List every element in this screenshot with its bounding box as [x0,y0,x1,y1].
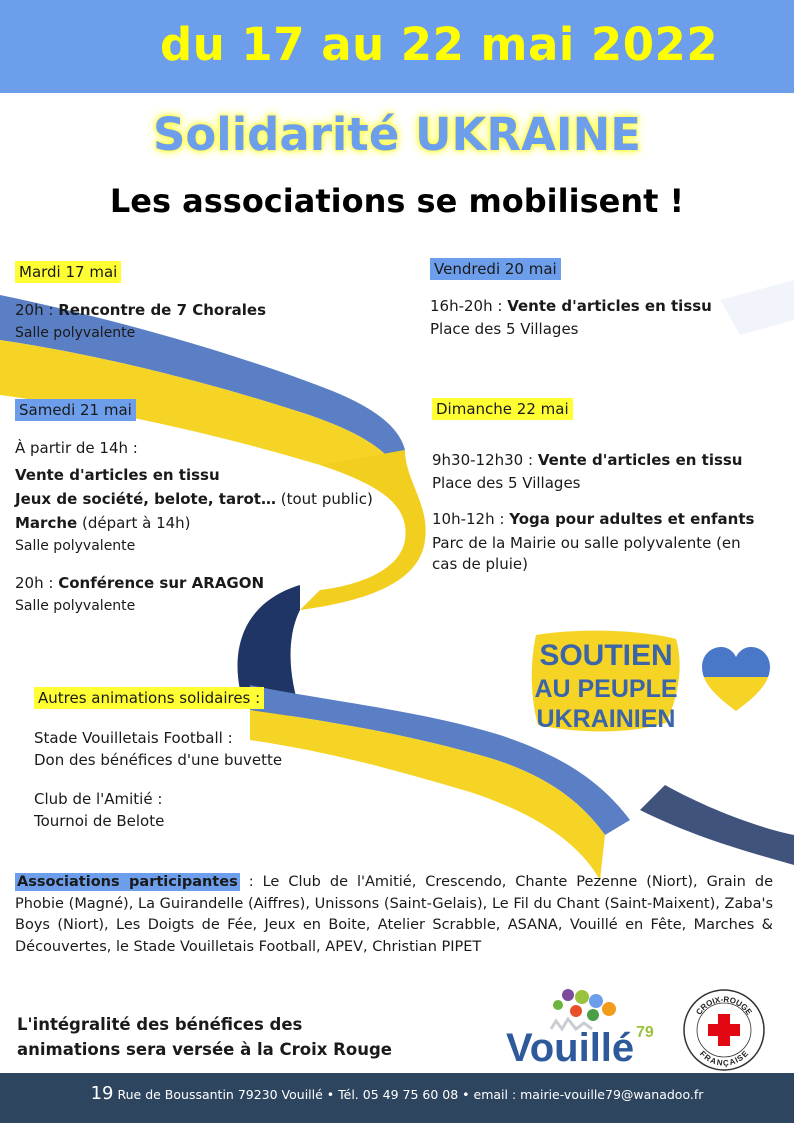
samedi-event3-text: Marche [15,514,78,532]
dimanche-event2-line [432,509,754,530]
vouille-logo-text: Vouillé [506,1026,635,1067]
dimanche-time1: 9h30-12h30 : [432,451,534,469]
autres-item2-line2: Tournoi de Belote [34,812,165,830]
vendredi-event-line [430,296,712,317]
dimanche-time2: 10h-12h : [432,510,505,528]
benefices-line1: L'intégralité des bénéfices des [17,1015,303,1034]
mardi-day-label [15,262,121,283]
vendredi-day-label [430,259,561,280]
footer-contact [0,1083,794,1104]
associations-paragraph [15,872,773,958]
vouille-logo-number: 79 [636,1024,654,1041]
dimanche-event1: Vente d'articles en tissu [537,451,743,469]
croix-rouge-bottom-text: FRANÇAISE [697,1049,750,1068]
dimanche-place2-line2: cas de pluie) [432,555,528,573]
mardi-event-line [15,300,266,321]
soutien-peuple-ukrainien-badge [526,627,686,739]
samedi-event2-text: Jeux de société, belote, tarot… [15,490,276,508]
samedi-intro: À partir de 14h : [15,439,138,457]
footer-number: 19 [90,1083,114,1104]
samedi-place2: Salle polyvalente [15,598,136,614]
autres-item2-line1: Club de l'Amitié : [34,790,163,808]
samedi-event4-line [15,573,264,594]
samedi-event3-note: (départ à 14h) [81,514,191,532]
mardi-event: Rencontre de 7 Chorales [58,301,266,319]
dimanche-event1-line [432,450,743,471]
benefices-line2: animations sera versée à la Croix Rouge [17,1040,392,1059]
mardi-place: Salle polyvalente [15,325,136,341]
associations-label [15,873,240,891]
croix-rouge-logo [682,988,766,1072]
vendredi-event: Vente d'articles en tissu [507,297,712,315]
vouille-logo [496,985,664,1067]
samedi-time2: 20h : [15,574,54,592]
associations-label-text: Associations participantes [17,874,238,890]
dimanche-day-label [432,399,573,420]
benefices-statement [17,1012,392,1062]
vendredi-time: 16h-20h : [430,297,503,315]
autres-title [34,688,264,709]
vendredi-place: Place des 5 Villages [430,320,579,338]
dimanche-place2-line1: Parc de la Mairie ou salle polyvalente (en [432,534,741,552]
samedi-place1: Salle polyvalente [15,538,136,554]
badge-line2: AU PEUPLE [534,675,678,703]
associations-list: : Le Club de l'Amitié, Crescendo, Chante Pezenne (Niort), Grain de Phobie (Magné), La Guirandelle (Aiffres), Unissons (Saint-Gelais), Le Fil du Chant (Saint-Maixent), Zaba's Boys (Niort), Les Doigts de Fée, Jeux en Boite, Atelier Scrabble, ASANA, Vouillé en Fête, Marches & Découvertes, le Stade Vouilletais Football, APEV, Christian PIPET [15,874,773,955]
autres-item1-line2: Don des bénéfices d'une buvette [34,751,283,769]
croix-rouge-top-text: CROIX-ROUGE [694,994,754,1017]
samedi-event1 [15,465,220,486]
autres-title-text: Autres animations solidaires : [34,687,264,709]
badge-line1: SOUTIEN [539,639,673,672]
dimanche-day-text: Dimanche 22 mai [432,398,573,420]
samedi-event3 [15,513,191,534]
samedi-event1-text: Vente d'articles en tissu [15,466,220,484]
autres-item1-line1: Stade Vouilletais Football : [34,729,233,747]
ukraine-heart-icon [700,645,772,713]
samedi-event2 [15,489,373,510]
vendredi-day-text: Vendredi 20 mai [430,258,561,280]
dimanche-event2: Yoga pour adultes et enfants [509,510,755,528]
mardi-time: 20h : [15,301,54,319]
subtitle: Les associations se mobilisent ! [109,182,685,220]
badge-line3: UKRAINIEN [536,705,676,733]
samedi-day-label [15,400,136,421]
samedi-event2-note: (tout public) [280,490,373,508]
mardi-day-text: Mardi 17 mai [15,261,121,283]
footer-address: Rue de Boussantin 79230 Vouillé • Tél. 05 49 75 60 08 • email : mairie-vouille79@wanadoo.fr [113,1087,704,1102]
date-range-title: du 17 au 22 mai 2022 [160,18,719,71]
dimanche-place1: Place des 5 Villages [432,474,581,492]
samedi-day-text: Samedi 21 mai [15,399,136,421]
main-title: Solidarité UKRAINE [152,108,642,161]
samedi-event4: Conférence sur ARAGON [58,574,265,592]
